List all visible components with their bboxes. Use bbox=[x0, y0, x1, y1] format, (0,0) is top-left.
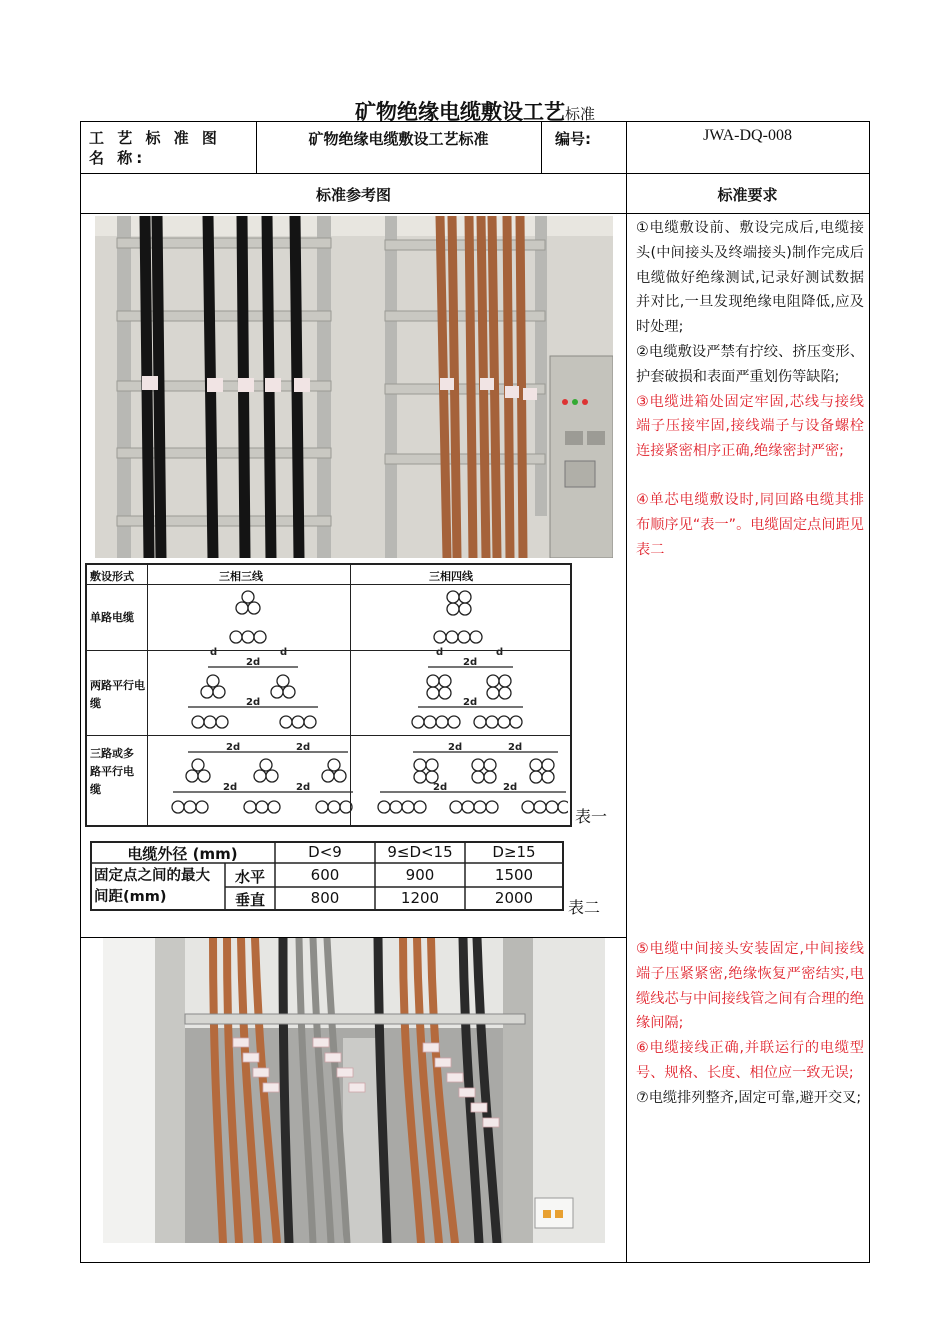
standard-sheet bbox=[80, 121, 870, 1263]
svg-text:d: d bbox=[436, 647, 444, 658]
document-title-suffix: 标准 bbox=[564, 105, 595, 123]
table-2-cell: 1500 bbox=[494, 866, 534, 884]
code-label: 编号: bbox=[555, 130, 591, 148]
svg-text:2d: 2d bbox=[223, 782, 238, 793]
table-1-col-header: 敷设形式 bbox=[90, 570, 134, 583]
svg-text:2d: 2d bbox=[463, 697, 478, 708]
svg-text:2d: 2d bbox=[296, 742, 311, 753]
requirement-item: ①电缆敷设前、敷设完成后,电缆接头(中间接头及终端接头)制作完成后电缆做好绝缘测试,记录好测试数据并对比,一旦发现绝缘电阻降低,应及时处理; bbox=[636, 220, 864, 336]
table-1-col-header: 三相三线 bbox=[219, 570, 263, 583]
col-divider bbox=[541, 122, 542, 173]
table-2-row-group-label: 固定点之间的最大间距(mm) bbox=[94, 868, 210, 905]
standard-name-value: 矿物绝缘电缆敷设工艺标准 bbox=[308, 130, 489, 148]
requirement-item: ③电缆进箱处固定牢固,芯线与接线端子压接牢固,接线端子与设备螺栓连接紧密相序正确,绝缘密封严密; bbox=[636, 393, 864, 460]
table-1-row-header: 单路电缆 bbox=[90, 611, 134, 624]
table-2-cell: 900 bbox=[405, 866, 435, 884]
table-2-header: D<9 bbox=[308, 843, 342, 861]
row-divider bbox=[81, 173, 869, 174]
svg-text:2d: 2d bbox=[503, 782, 518, 793]
table-1-col-header: 三相四线 bbox=[429, 570, 473, 583]
table-1-row-header: 三路或多路平行电缆 bbox=[90, 747, 134, 796]
table-2-header: D≥15 bbox=[492, 843, 536, 861]
requirement-item: ⑦电缆排列整齐,固定可靠,避开交叉; bbox=[636, 1089, 862, 1106]
reference-figure-header: 标准参考图 bbox=[315, 186, 391, 204]
table-1-caption: 表一 bbox=[575, 807, 608, 826]
svg-text:2d: 2d bbox=[508, 742, 523, 753]
svg-text:2d: 2d bbox=[296, 782, 311, 793]
requirement-item: ⑥电缆接线正确,并联运行的电缆型号、规格、长度、相位应一致无误; bbox=[636, 1040, 864, 1081]
svg-text:2d: 2d bbox=[226, 742, 241, 753]
cable-tray-photo-top bbox=[95, 216, 613, 558]
table-2-cell: 800 bbox=[310, 889, 340, 907]
row-divider bbox=[81, 213, 869, 214]
svg-text:d: d bbox=[280, 647, 288, 658]
document-title-main: 矿物绝缘电缆敷设工艺 bbox=[354, 100, 565, 124]
table-2-cell: 2000 bbox=[494, 889, 534, 907]
svg-text:d: d bbox=[210, 647, 218, 658]
table-2-cell: 600 bbox=[310, 866, 340, 884]
svg-text:2d: 2d bbox=[448, 742, 463, 753]
table-2-fixing-spacing bbox=[90, 841, 564, 911]
requirements-list-bottom bbox=[636, 937, 864, 1111]
table-2-row-label: 垂直 bbox=[234, 891, 265, 909]
table-1-cable-diagram bbox=[148, 585, 568, 825]
spacing-label-2d: 2d bbox=[246, 657, 261, 668]
table-2-caption: 表二 bbox=[568, 898, 601, 917]
svg-text:2d: 2d bbox=[433, 782, 448, 793]
svg-text:d: d bbox=[496, 647, 504, 658]
requirement-item: ⑤电缆中间接头安装固定,中间接线端子压紧紧密,绝缘恢复严密结实,电缆线芯与中间接线管之间有合理的绝缘间隔; bbox=[636, 941, 864, 1032]
code-value: JWA-DQ-008 bbox=[703, 127, 792, 144]
table-2-header: 电缆外径 (mm) bbox=[127, 845, 238, 863]
requirement-item: ②电缆敷设严禁有拧绞、挤压变形、护套破损和表面严重划伤等缺陷; bbox=[636, 343, 864, 385]
svg-text:2d: 2d bbox=[463, 657, 478, 668]
requirements-header: 标准要求 bbox=[717, 186, 778, 204]
table-1-row-header: 两路平行电缆 bbox=[90, 679, 145, 710]
table-2-header: 9≤D<15 bbox=[387, 843, 453, 861]
svg-text:2d: 2d bbox=[246, 697, 261, 708]
table-1-cable-arrangement bbox=[85, 563, 572, 827]
requirements-list-top bbox=[636, 216, 864, 562]
table-2-row-label: 水平 bbox=[234, 868, 265, 886]
cable-joint-photo-bottom bbox=[103, 938, 605, 1243]
col-divider bbox=[626, 122, 627, 1262]
requirement-item: ④单芯电缆敷设时,同回路电缆其排布顺序见“表一”。电缆固定点间距见表二 bbox=[636, 491, 864, 558]
table-2-cell: 1200 bbox=[400, 889, 440, 907]
standard-name-label: 工 艺 标 准 图 名 称: bbox=[89, 129, 221, 167]
